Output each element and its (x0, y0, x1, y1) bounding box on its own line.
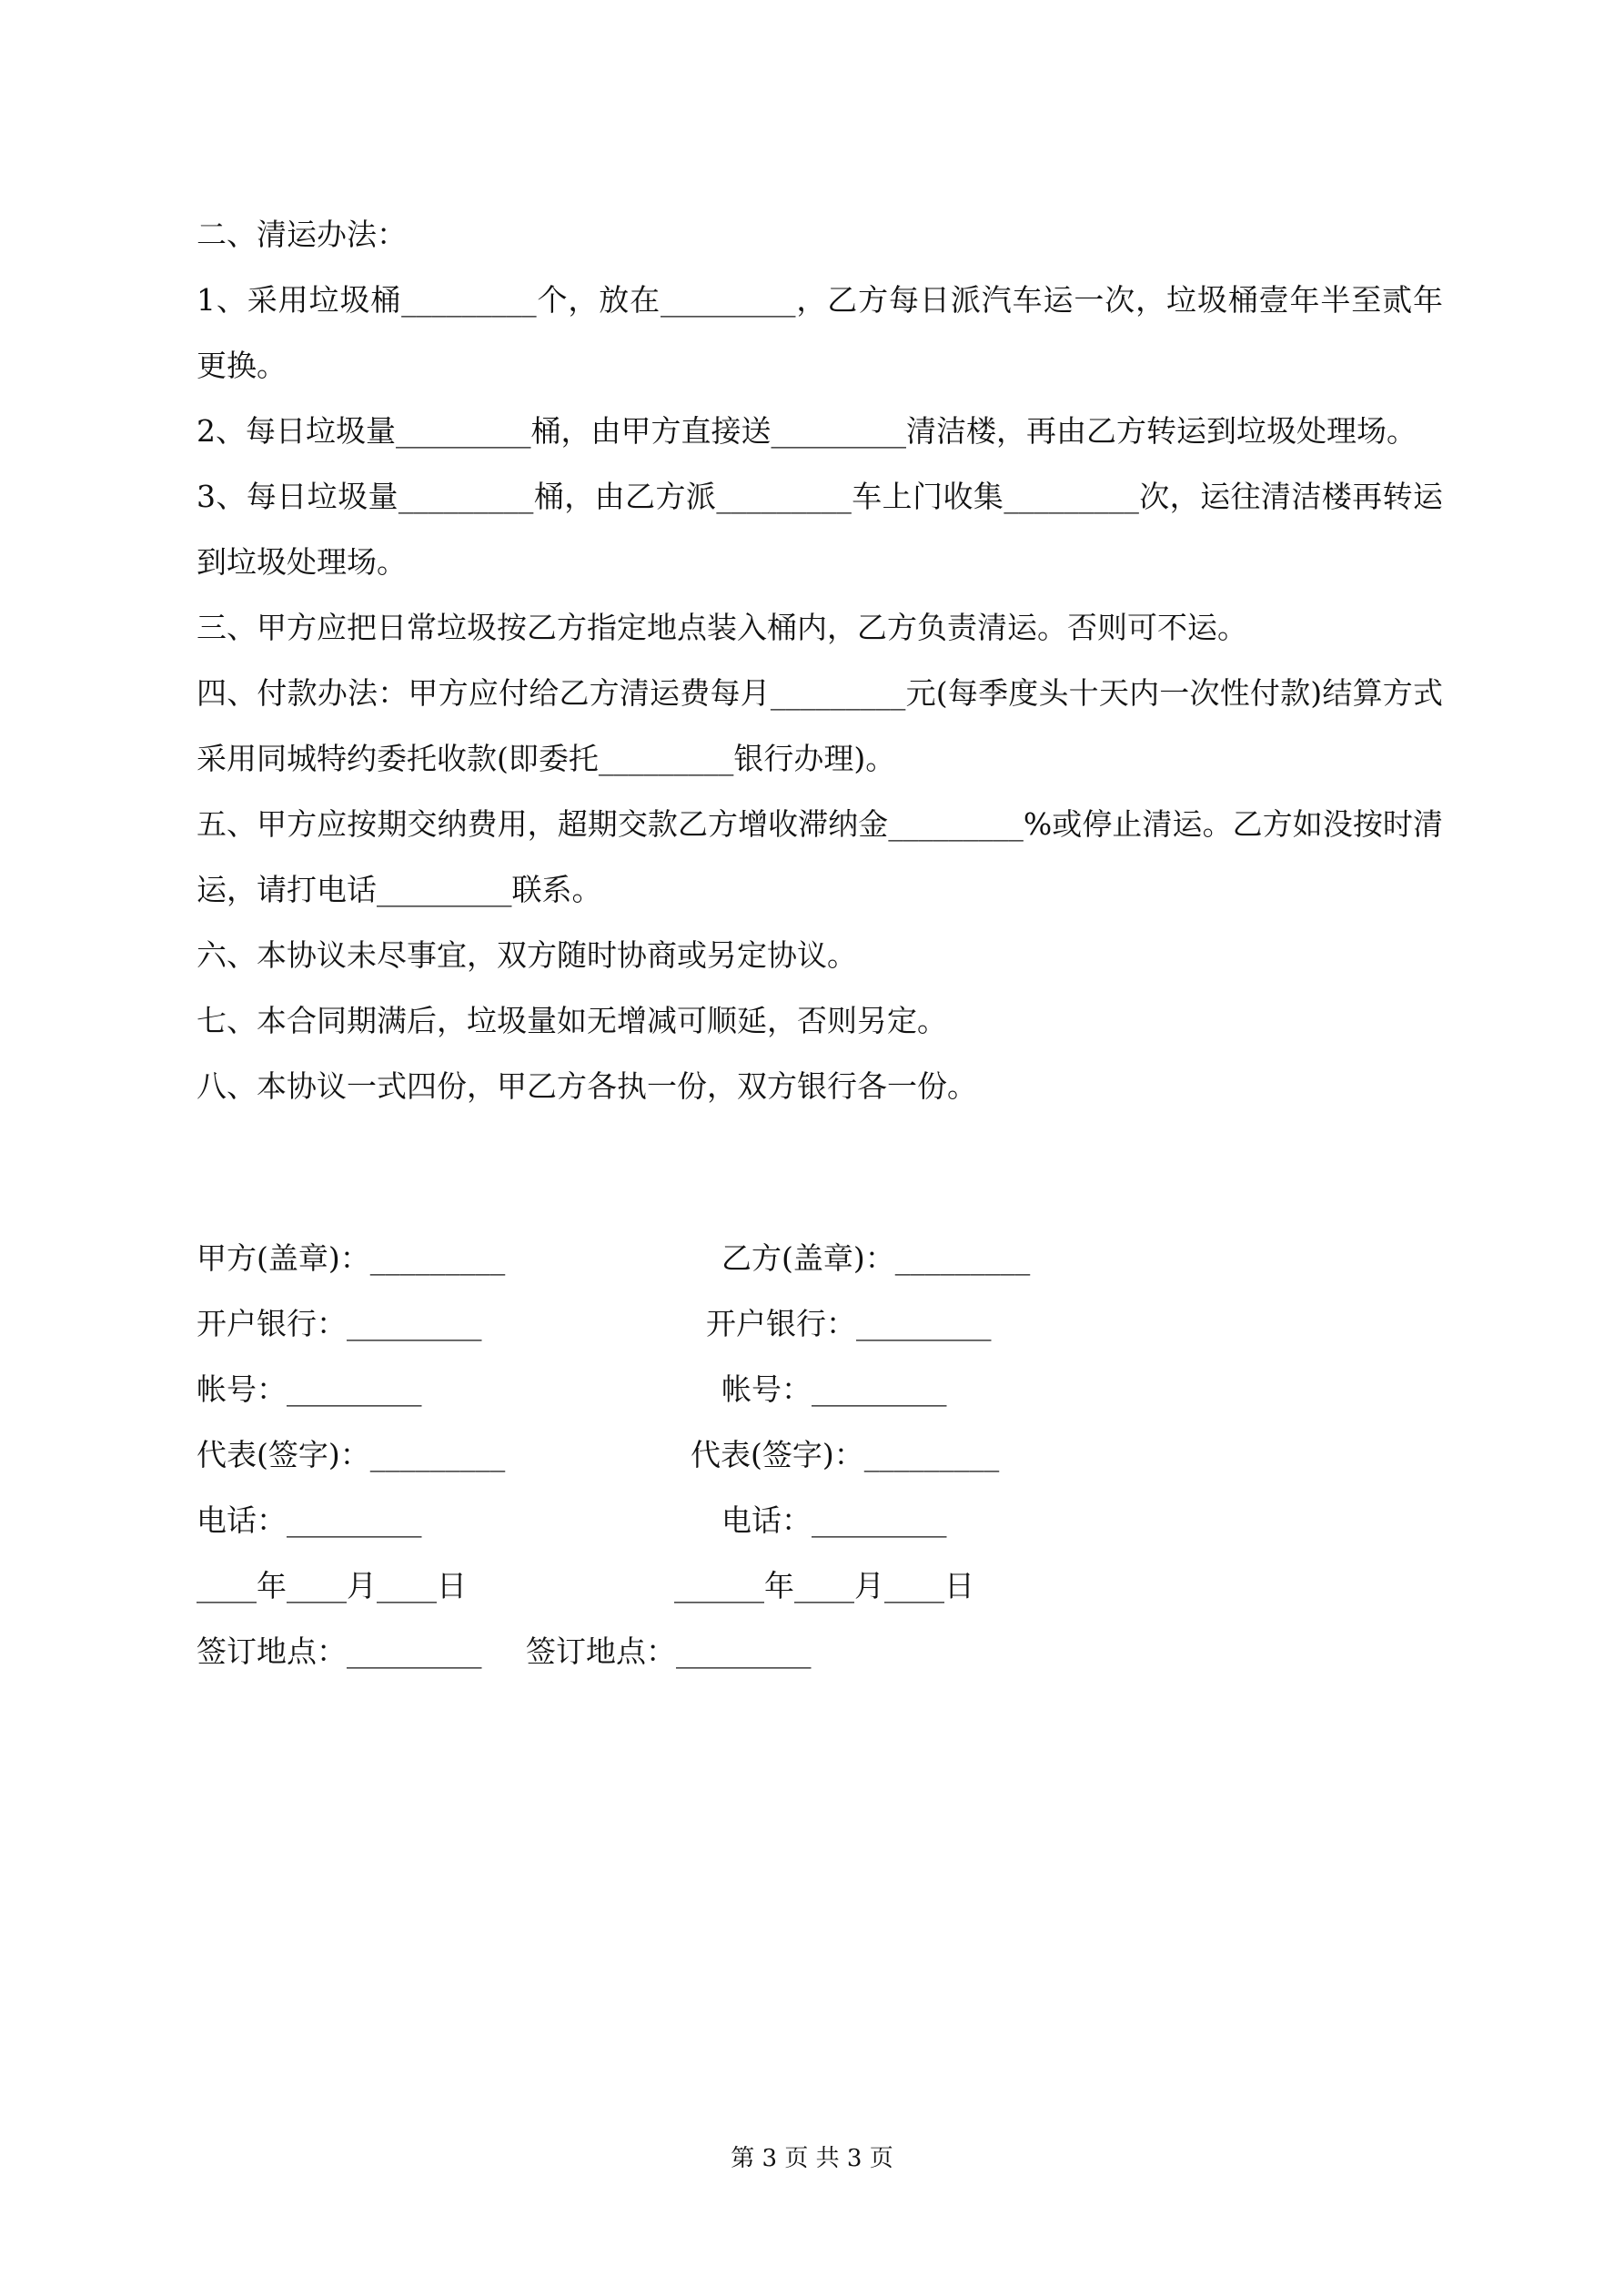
section-4-payment: 四、付款办法：甲方应付给乙方清运费每月_________元(每季度头十天内一次性付款)结算方式采用同城特约委托收款(即委托_________银行办理)。 (197, 675, 1443, 776)
clause-1-bins: 1、采用垃圾桶_________个，放在_________，乙方每日派汽车运一次，垃圾桶壹年半至贰年更换。 (197, 282, 1443, 383)
party-a-date: ____年____月____日 (197, 1568, 467, 1603)
page-number-footer: 第 3 页 共 3 页 (731, 2145, 893, 2172)
party-a-phone: 电话：_________ (197, 1502, 422, 1538)
section-7-renewal: 七、本合同期满后，垃圾量如无增减可顺延，否则另定。 (197, 1003, 947, 1038)
party-a-bank: 开户银行：_________ (197, 1306, 482, 1341)
clause-3-collection: 3、每日垃圾量_________桶，由乙方派_________车上门收集_________次，运往清洁楼再转运到垃圾处理场。 (197, 479, 1443, 580)
section-3-bagging: 三、甲方应把日常垃圾按乙方指定地点装入桶内，乙方负责清运。否则可不运。 (197, 610, 1247, 645)
party-b-phone: 电话：_________ (721, 1502, 947, 1538)
signature-block (197, 1226, 1443, 1684)
party-b-account: 帐号：_________ (721, 1371, 947, 1407)
section-heading-cleaning-method: 二、清运办法： (197, 217, 407, 252)
section-5-late-fee: 五、甲方应按期交纳费用，超期交款乙方增收滞纳金_________%或停止清运。乙方如没按时清运，请打电话_________联系。 (197, 806, 1443, 907)
date-row (197, 1553, 1443, 1619)
bank-row (197, 1291, 1443, 1357)
party-b-bank: 开户银行：_________ (706, 1306, 992, 1341)
section-8-copies: 八、本协议一式四份，甲乙方各执一份，双方银行各一份。 (197, 1068, 977, 1104)
seal-row (197, 1226, 1443, 1291)
phone-row (197, 1488, 1443, 1553)
party-b-representative: 代表(签字)：_________ (691, 1437, 1000, 1472)
signing-place-b: 签订地点：_________ (526, 1633, 812, 1669)
clause-2-daily-volume: 2、每日垃圾量_________桶，由甲方直接送_________清洁楼，再由乙方转运到垃圾处理场。 (197, 413, 1417, 449)
account-row (197, 1357, 1443, 1422)
contract-body (197, 202, 1443, 1119)
party-a-representative: 代表(签字)：_________ (197, 1437, 506, 1472)
signing-place-a: 签订地点：_________ (197, 1633, 482, 1669)
signing-place-row (197, 1619, 1443, 1684)
party-a-account: 帐号：_________ (197, 1371, 422, 1407)
representative-row (197, 1422, 1443, 1488)
section-6-unresolved: 六、本协议未尽事宜，双方随时协商或另定协议。 (197, 937, 857, 973)
party-a-seal: 甲方(盖章)：_________ (197, 1240, 506, 1276)
party-b-seal: 乙方(盖章)：_________ (721, 1240, 1031, 1276)
party-b-date: ______年____月____日 (674, 1568, 974, 1603)
